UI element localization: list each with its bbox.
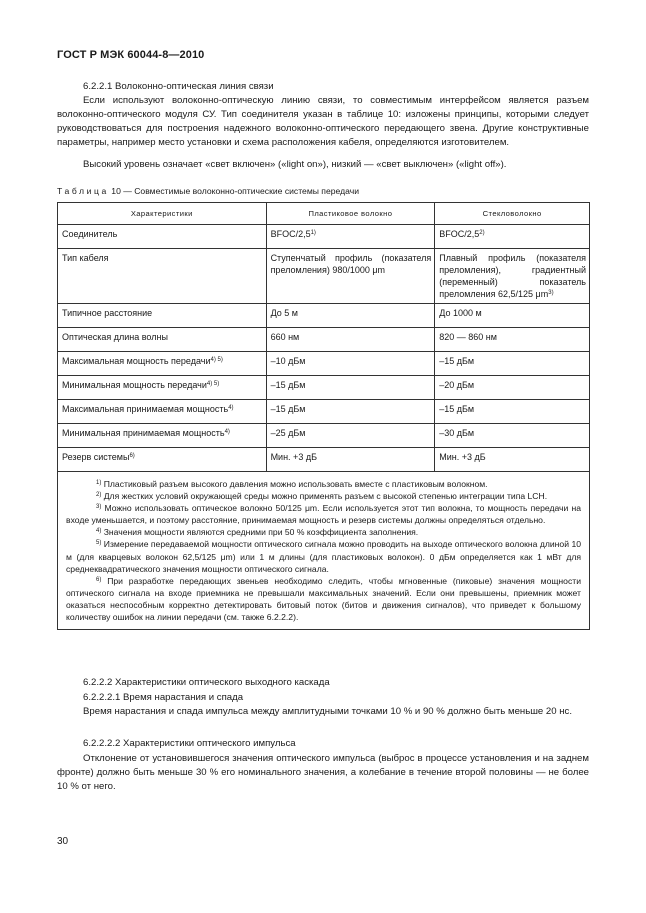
footnote-mark: 5) <box>96 540 102 547</box>
table-row <box>58 400 590 424</box>
subsection-62222-text: Отклонение от установившегося значения оптического импульса (выброс в процессе установления и на заднем фронте) должно быть меньше 30 % его номинального значения, а колебание в течение второй половины — не более 10 % от него. <box>57 753 589 793</box>
glass-fiber-cell-text: 820 — 860 нм <box>439 332 497 342</box>
characteristic-cell-text: Максимальная мощность передачи <box>62 356 211 366</box>
plastic-fiber-cell <box>266 352 435 376</box>
footnote-text: Измерение передаваемой мощности оптического сигнала можно проводить на выходе оптического волокна длиной 10 м (для кварцевых волокон 62,5/125 μm) или 1 м длины (для пластиковых волокон). 0 дБм определяется как 1 мВт для среднеквадратического значения мощности оптического сигнала. <box>66 539 581 574</box>
characteristic-cell <box>58 376 267 400</box>
characteristic-cell <box>58 328 267 352</box>
subsection-heading-62221: 6.2.2.2.1 Время нарастания и спада <box>83 692 244 703</box>
footnote-text: Можно использовать оптическое волокно 50/125 μm. Если используется этот тип волокна, то мощность передачи на входе уменьшается, и поэтому расстояние, принимаемая мощность и резерв системы должны определяться отдельно. <box>66 503 581 526</box>
characteristic-cell-text: Минимальная мощность передачи <box>62 380 207 390</box>
plastic-fiber-cell <box>266 448 435 472</box>
plastic-fiber-cell <box>266 400 435 424</box>
footnote-mark: 1) <box>310 230 316 236</box>
footnote-text: При разработке передающих звеньев необходимо следить, чтобы мгновенные (пиковые) значения мощности оптического сигнала на входе приемника не превышали максимальных значений. Если они превышены, приемник может оказаться неспособным корректно детектировать битовый поток (битов и движения сигналов), что приведет к большому количеству ошибок на линии передачи (см. также 6.2.2.2). <box>66 575 581 623</box>
glass-fiber-cell <box>435 225 590 249</box>
footnote-mark: 2) <box>479 230 485 236</box>
table-row <box>58 225 590 249</box>
footnote <box>66 538 581 574</box>
footnote <box>66 478 581 490</box>
plastic-fiber-cell <box>266 376 435 400</box>
glass-fiber-cell <box>435 352 590 376</box>
characteristic-cell-text: Максимальная принимаемая мощность <box>62 404 229 414</box>
glass-fiber-cell-text: –30 дБм <box>439 428 475 438</box>
characteristic-cell-text: Минимальная принимаемая мощность <box>62 428 225 438</box>
footnote-mark: 6) <box>129 453 135 459</box>
footnote-text: Для жестких условий окружающей среды можно применять разъем с высокой степенью интеграции типа LCH. <box>103 491 548 502</box>
table-row <box>58 328 590 352</box>
characteristic-cell-text: Тип кабеля <box>62 253 109 263</box>
glass-fiber-cell-text: Мин. +3 дБ <box>439 452 486 462</box>
glass-fiber-cell <box>435 304 590 328</box>
glass-fiber-cell <box>435 400 590 424</box>
footnote-mark: 2) <box>96 492 102 499</box>
characteristic-cell-text: Оптическая длина волны <box>62 332 168 342</box>
footnote <box>66 575 581 623</box>
characteristic-cell <box>58 448 267 472</box>
section-heading-6221: 6.2.2.1 Волоконно-оптическая линия связи <box>83 81 274 92</box>
glass-fiber-cell <box>435 376 590 400</box>
subsection-heading-62222: 6.2.2.2.2 Характеристики оптического импульса <box>83 738 296 749</box>
table-row <box>58 304 590 328</box>
table-caption-text: 10 — Совместимые волоконно-оптические системы передачи <box>111 186 359 196</box>
footnote-mark: 3) <box>96 504 102 511</box>
plastic-fiber-cell-text: –25 дБм <box>270 428 306 438</box>
plastic-fiber-cell-text: Мин. +3 дБ <box>270 452 317 462</box>
plastic-fiber-cell-text: До 5 м <box>270 308 298 318</box>
footnote-mark: 3) <box>548 290 554 296</box>
table-row <box>58 249 590 304</box>
table-footnotes <box>58 472 590 630</box>
section-6221-paragraph-1: Если используют волоконно-оптическую линию связи, то совместимым интерфейсом является разъем волоконно-оптического модуля СУ. Тип соединителя указан в таблице 10: изложены принципы, которыми следует руководствоваться для построения надежного волоконно-оптического передающего звена. Другие конструктивные параметры, например место установки и схема расположения кабеля, определяются изготовителем. <box>57 95 589 149</box>
plastic-fiber-cell-text: 660 нм <box>270 332 300 342</box>
glass-fiber-cell-text: Плавный профиль (показателя преломления), градиентный (переменный) показатель преломления 62,5/125 μm <box>439 253 586 299</box>
footnote-mark: 4) 5) <box>210 357 223 363</box>
glass-fiber-cell <box>435 249 590 304</box>
page-number: 30 <box>57 836 69 847</box>
characteristic-cell <box>58 249 267 304</box>
table-header-row <box>58 203 590 225</box>
characteristic-cell <box>58 225 267 249</box>
plastic-fiber-cell <box>266 225 435 249</box>
footnote-mark: 6) <box>96 576 102 583</box>
column-header: Пластиковое волокно <box>266 203 435 225</box>
data-table <box>57 202 590 630</box>
glass-fiber-cell <box>435 328 590 352</box>
plastic-fiber-cell <box>266 304 435 328</box>
plastic-fiber-cell-text: –15 дБм <box>270 404 306 414</box>
plastic-fiber-cell <box>266 249 435 304</box>
characteristic-cell-text: Соединитель <box>62 229 118 239</box>
plastic-fiber-cell-text: –10 дБм <box>270 356 306 366</box>
footnote <box>66 502 581 526</box>
table-row <box>58 448 590 472</box>
characteristic-cell <box>58 400 267 424</box>
footnote <box>66 490 581 502</box>
section-heading-6222: 6.2.2.2 Характеристики оптического выходного каскада <box>83 677 330 688</box>
column-header: Характеристики <box>58 203 267 225</box>
section-6221-paragraph-2: Высокий уровень означает «свет включен» («light on»), низкий — «свет выключен» («light off»). <box>83 159 507 170</box>
footnote-mark: 4) 5) <box>206 381 220 387</box>
footnote-mark: 4) <box>228 405 234 411</box>
footnote-mark: 4) <box>96 528 102 535</box>
table-row <box>58 376 590 400</box>
glass-fiber-cell-text: BFOC/2,5 <box>439 229 480 239</box>
subsection-62221-text: Время нарастания и спада импульса между амплитудными точками 10 % и 90 % должно быть меньше 20 нс. <box>83 706 572 717</box>
characteristic-cell <box>58 352 267 376</box>
characteristic-cell <box>58 304 267 328</box>
glass-fiber-cell-text: –15 дБм <box>439 404 475 414</box>
characteristic-cell <box>58 424 267 448</box>
document-header: ГОСТ Р МЭК 60044-8—2010 <box>57 49 205 61</box>
characteristic-cell-text: Резерв системы <box>62 452 130 462</box>
column-header: Стекловолокно <box>435 203 590 225</box>
table-caption-word: Таблица <box>57 186 109 196</box>
footnote-text: Значения мощности являются средними при 50 % коэффициента заполнения. <box>103 527 419 538</box>
footnote-mark: 4) <box>224 429 230 435</box>
footnote-text: Пластиковый разъем высокого давления можно использовать вместе с пластиковым волокном. <box>103 479 488 489</box>
glass-fiber-cell-text: –15 дБм <box>439 356 475 366</box>
footnote <box>66 526 581 538</box>
plastic-fiber-cell <box>266 424 435 448</box>
table-notes-row <box>58 472 590 630</box>
plastic-fiber-cell <box>266 328 435 352</box>
glass-fiber-cell-text: До 1000 м <box>439 308 482 318</box>
footnote-mark: 1) <box>96 480 102 486</box>
table-row <box>58 352 590 376</box>
glass-fiber-cell-text: –20 дБм <box>439 380 475 390</box>
glass-fiber-cell <box>435 448 590 472</box>
plastic-fiber-cell-text: BFOC/2,5 <box>270 229 311 239</box>
glass-fiber-cell <box>435 424 590 448</box>
characteristic-cell-text: Типичное расстояние <box>62 308 153 318</box>
plastic-fiber-cell-text: –15 дБм <box>270 380 306 390</box>
table-caption <box>57 186 597 196</box>
table-row <box>58 424 590 448</box>
plastic-fiber-cell-text: Ступенчатый профиль (показателя преломления) 980/1000 μm <box>270 253 432 275</box>
